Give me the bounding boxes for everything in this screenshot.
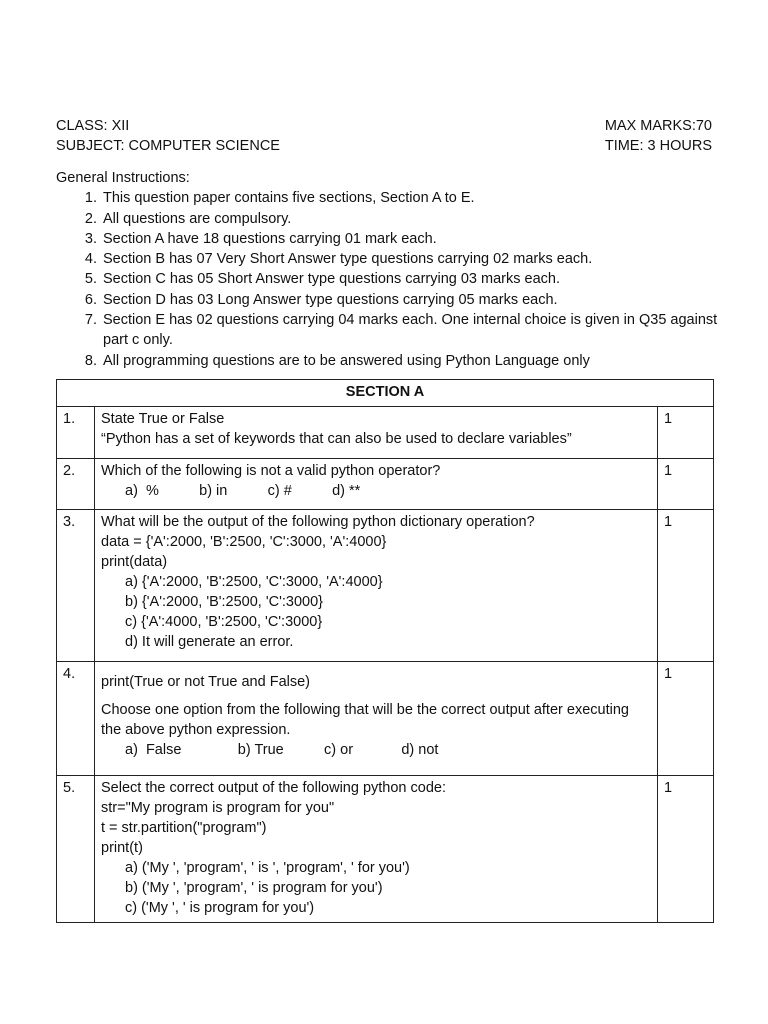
section-title: SECTION A bbox=[57, 380, 714, 407]
subject-label: SUBJECT: COMPUTER SCIENCE bbox=[56, 138, 280, 154]
question-row bbox=[57, 510, 714, 662]
question-body bbox=[95, 407, 658, 459]
instruction-item: 7. Section E has 02 questions carrying 04 marks each. One internal choice is given in Q35 against part c only. bbox=[101, 310, 726, 351]
question-number: 4. bbox=[57, 662, 95, 776]
section-title-row bbox=[57, 380, 714, 407]
question-marks: 1 bbox=[658, 459, 714, 510]
question-options: a) False b) True c) or d) not bbox=[125, 742, 439, 758]
question-text: Choose one option from the following that will be the correct output after executing the above python expression. bbox=[101, 702, 629, 738]
question-number: 1. bbox=[57, 407, 95, 459]
code-line: t = str.partition("program") bbox=[101, 820, 267, 836]
code-line: print(True or not True and False) bbox=[101, 674, 310, 690]
question-text: What will be the output of the following python dictionary operation? bbox=[101, 514, 535, 530]
general-instructions bbox=[56, 168, 726, 371]
question-number: 5. bbox=[57, 776, 95, 923]
time-label: TIME: 3 HOURS bbox=[604, 138, 712, 154]
question-statement: “Python has a set of keywords that can also be used to declare variables” bbox=[101, 431, 572, 447]
question-row bbox=[57, 776, 714, 923]
instruction-item: 4. Section B has 07 Very Short Answer type questions carrying 02 marks each. bbox=[101, 249, 726, 269]
option-a: a) {'A':2000, 'B':2500, 'C':3000, 'A':4000} bbox=[125, 574, 383, 590]
instruction-item: 6. Section D has 03 Long Answer type questions carrying 05 marks each. bbox=[101, 290, 726, 310]
question-text: State True or False bbox=[101, 411, 225, 427]
question-row bbox=[57, 662, 714, 776]
code-line: print(data) bbox=[101, 554, 168, 570]
question-text: Which of the following is not a valid python operator? bbox=[101, 463, 441, 479]
class-label: CLASS: XII bbox=[56, 118, 130, 134]
option-c: c) ('My ', ' is program for you') bbox=[125, 900, 315, 916]
instructions-list bbox=[56, 188, 726, 371]
question-marks: 1 bbox=[658, 407, 714, 459]
question-body bbox=[95, 459, 658, 510]
instructions-title: General Instructions: bbox=[56, 170, 190, 186]
question-marks: 1 bbox=[658, 510, 714, 662]
question-text: Select the correct output of the following python code: bbox=[101, 780, 446, 796]
instruction-item: 2. All questions are compulsory. bbox=[101, 209, 726, 229]
question-body bbox=[95, 510, 658, 662]
code-line: str="My program is program for you" bbox=[101, 800, 335, 816]
question-marks: 1 bbox=[658, 662, 714, 776]
question-row bbox=[57, 459, 714, 510]
question-row bbox=[57, 407, 714, 459]
code-line: print(t) bbox=[101, 840, 143, 856]
code-line: data = {'A':2000, 'B':2500, 'C':3000, 'A':4000} bbox=[101, 534, 387, 550]
paper-header bbox=[56, 116, 712, 156]
instruction-item: 1. This question paper contains five sections, Section A to E. bbox=[101, 188, 726, 208]
instruction-item: 8. All programming questions are to be answered using Python Language only bbox=[101, 351, 726, 371]
instruction-item: 5. Section C has 05 Short Answer type questions carrying 03 marks each. bbox=[101, 269, 726, 289]
question-body bbox=[95, 662, 658, 776]
option-d: d) It will generate an error. bbox=[125, 634, 294, 650]
question-number: 3. bbox=[57, 510, 95, 662]
option-a: a) ('My ', 'program', ' is ', 'program', ' for you') bbox=[125, 860, 410, 876]
question-marks: 1 bbox=[658, 776, 714, 923]
question-body bbox=[95, 776, 658, 923]
instruction-item: 3. Section A have 18 questions carrying 01 mark each. bbox=[101, 229, 726, 249]
question-options: a) % b) in c) # d) ** bbox=[125, 483, 361, 499]
max-marks-label: MAX MARKS:70 bbox=[604, 118, 712, 134]
option-c: c) {'A':4000, 'B':2500, 'C':3000} bbox=[125, 614, 323, 630]
option-b: b) {'A':2000, 'B':2500, 'C':3000} bbox=[125, 594, 324, 610]
question-number: 2. bbox=[57, 459, 95, 510]
section-a-table bbox=[56, 379, 714, 923]
option-b: b) ('My ', 'program', ' is program for you') bbox=[125, 880, 383, 896]
